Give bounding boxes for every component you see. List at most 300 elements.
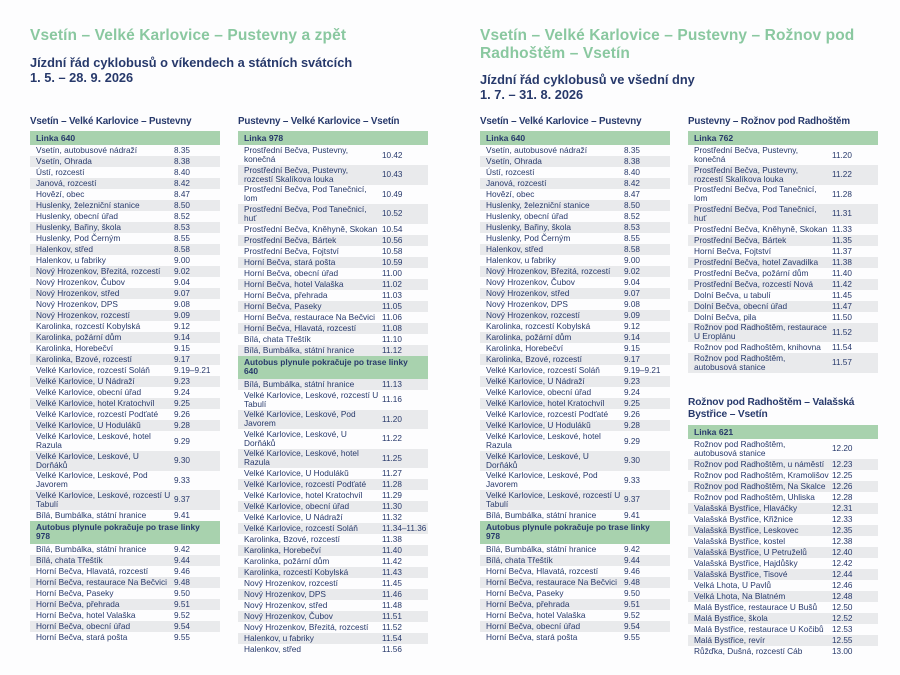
route-heading: Pustevny – Rožnov pod Radhoštěm bbox=[688, 116, 850, 127]
stop-name: Nový Hrozenkov, Březitá, rozcestí bbox=[244, 622, 369, 633]
departure-time: 11.42 bbox=[832, 279, 852, 289]
stop-name: Horní Bečva, přehrada bbox=[486, 598, 570, 609]
route-continuation-note: Autobus plynule pokračuje po trase linky 978 bbox=[480, 521, 670, 544]
stop-name: Nový Hrozenkov, rozcestí bbox=[36, 310, 130, 321]
table-row bbox=[238, 268, 428, 279]
departure-time: 10.49 bbox=[382, 189, 403, 199]
stop-name: Huslenky, Bařiny, škola bbox=[486, 222, 571, 233]
table-row bbox=[238, 204, 428, 224]
table-row bbox=[688, 536, 878, 547]
table-row bbox=[688, 459, 878, 470]
stop-name: Hovězí, obec bbox=[486, 189, 535, 200]
table-row bbox=[480, 332, 670, 343]
table-row bbox=[30, 200, 220, 211]
table-row bbox=[238, 323, 428, 334]
departure-time: 8.40 bbox=[624, 168, 640, 178]
stop-name: Malá Bystřice, revír bbox=[694, 634, 765, 645]
departure-time: 9.24 bbox=[624, 388, 640, 398]
stop-name: Velké Karlovice, Leskové, U Dorňáků bbox=[486, 450, 589, 470]
departure-time: 11.05 bbox=[382, 301, 402, 311]
stop-name: Horní Bečva, hotel Valaška bbox=[486, 609, 586, 620]
stop-name: Nový Hrozenkov, rozcestí bbox=[244, 578, 338, 589]
stop-name: Horní Bečva, restaurace Na Bečvici bbox=[244, 311, 375, 322]
departure-time: 11.10 bbox=[382, 334, 402, 344]
table-row bbox=[30, 299, 220, 310]
departure-time: 11.28 bbox=[382, 480, 402, 490]
stop-name: Velké Karlovice, rozcestí Soláň bbox=[244, 523, 358, 534]
table-row bbox=[30, 588, 220, 599]
table-row bbox=[30, 420, 220, 431]
table-row bbox=[30, 332, 220, 343]
table-row bbox=[238, 512, 428, 523]
departure-time: 11.29 bbox=[382, 491, 402, 501]
departure-time: 9.15 bbox=[624, 344, 640, 354]
table-row bbox=[480, 156, 670, 167]
stop-name: Prostřední Bečva, Pod Tanečnicí, lom bbox=[244, 184, 367, 204]
stop-name: Karolinka, rozcestí Kobylská bbox=[486, 321, 591, 332]
departure-time: 9.44 bbox=[624, 555, 640, 565]
departure-time: 11.35 bbox=[832, 235, 852, 245]
table-row bbox=[688, 558, 878, 569]
table-row bbox=[688, 279, 878, 290]
table-row bbox=[688, 301, 878, 312]
table-row bbox=[30, 189, 220, 200]
stop-name: Karolinka, rozcestí Kobylská bbox=[36, 321, 141, 332]
table-row bbox=[688, 481, 878, 492]
departure-time: 11.45 bbox=[832, 290, 852, 300]
table-row bbox=[480, 471, 670, 491]
table-row bbox=[30, 156, 220, 167]
table-row bbox=[688, 580, 878, 591]
table-row bbox=[238, 410, 428, 430]
stop-name: Hovězí, obec bbox=[36, 189, 85, 200]
table-row bbox=[30, 288, 220, 299]
departure-time: 11.16 bbox=[382, 395, 402, 405]
stop-name: Horní Bečva, hotel Valaška bbox=[36, 609, 136, 620]
departure-time: 11.40 bbox=[832, 268, 852, 278]
stop-name: Huslenky, železniční stanice bbox=[36, 200, 140, 211]
departure-time: 9.08 bbox=[624, 300, 640, 310]
table-row bbox=[30, 490, 220, 510]
stop-name: Vsetín, autobusové nádraží bbox=[36, 145, 138, 156]
stop-name: Velké Karlovice, Leskové, hotel Razula bbox=[244, 448, 359, 468]
stop-name: Valašská Bystřice, kostel bbox=[694, 535, 786, 546]
stop-name: Prostřední Bečva, Pod Tanečnicí, lom bbox=[694, 184, 817, 204]
stop-name: Karolinka, Bzové, rozcestí bbox=[36, 354, 132, 365]
departure-time: 9.29 bbox=[174, 436, 190, 446]
outbound-column bbox=[30, 116, 220, 655]
table-row bbox=[480, 387, 670, 398]
departure-time: 9.48 bbox=[174, 577, 190, 587]
stop-name: Velké Karlovice, Leskové, Pod Javorem bbox=[486, 470, 598, 490]
table-row bbox=[688, 342, 878, 353]
departure-time: 9.04 bbox=[624, 278, 640, 288]
departure-time: 9.14 bbox=[624, 333, 640, 343]
departure-time: 13.00 bbox=[832, 646, 853, 656]
stop-name: Nový Hrozenkov, rozcestí bbox=[486, 310, 580, 321]
stop-name: Prostřední Bečva, Bártek bbox=[694, 234, 787, 245]
departure-time: 10.59 bbox=[382, 257, 403, 267]
timetable-table bbox=[480, 116, 670, 643]
stop-name: Valašská Bystřice, Leskovec bbox=[694, 524, 799, 535]
departure-time: 9.15 bbox=[174, 344, 190, 354]
table-row bbox=[238, 334, 428, 345]
weekend-columns bbox=[30, 116, 428, 655]
table-row bbox=[238, 545, 428, 556]
stop-name: Rožnov pod Radhoštěm, u náměstí bbox=[694, 458, 825, 469]
departure-time: 10.58 bbox=[382, 246, 403, 256]
stop-name: Dolní Bečva, pila bbox=[694, 311, 757, 322]
stop-name: Karolinka, Bzové, rozcestí bbox=[244, 534, 340, 545]
departure-time: 11.38 bbox=[382, 535, 402, 545]
departure-time: 9.23 bbox=[174, 377, 190, 387]
departure-time: 8.55 bbox=[624, 234, 640, 244]
departure-time: 9.02 bbox=[174, 267, 190, 277]
departure-time: 10.43 bbox=[382, 170, 403, 180]
departure-time: 11.25 bbox=[382, 453, 402, 463]
stop-name: Nový Hrozenkov, střed bbox=[36, 288, 120, 299]
table-row bbox=[688, 224, 878, 235]
table-row bbox=[688, 635, 878, 646]
table-row bbox=[238, 600, 428, 611]
table-row bbox=[480, 343, 670, 354]
table-row bbox=[30, 544, 220, 555]
stop-name: Velké Karlovice, Leskové, U Dorňáků bbox=[244, 428, 347, 448]
table-row bbox=[30, 610, 220, 621]
table-row bbox=[688, 353, 878, 373]
weekday-timetable-panel bbox=[480, 27, 878, 657]
table-row bbox=[480, 577, 670, 588]
table-row bbox=[30, 451, 220, 471]
table-row bbox=[480, 365, 670, 376]
departure-time: 9.23 bbox=[624, 377, 640, 387]
departure-time: 9.54 bbox=[174, 621, 190, 631]
table-row bbox=[30, 233, 220, 244]
table-row bbox=[238, 185, 428, 205]
departure-time: 11.22 bbox=[382, 434, 402, 444]
stop-name: Bílá, Bumbálka, státní hranice bbox=[244, 378, 355, 389]
stop-name: Horní Bečva, Hlavatá, rozcestí bbox=[244, 322, 357, 333]
departure-time: 11.57 bbox=[832, 358, 852, 368]
departure-time: 9.07 bbox=[624, 289, 640, 299]
table-row bbox=[688, 185, 878, 205]
table-row bbox=[30, 621, 220, 632]
table-row bbox=[30, 321, 220, 332]
departure-time: 9.09 bbox=[174, 311, 190, 321]
stop-name: Horní Bečva, Hlavatá, rozcestí bbox=[486, 565, 599, 576]
departure-time: 12.44 bbox=[832, 569, 853, 579]
timetable-table bbox=[688, 116, 878, 373]
table-row bbox=[480, 321, 670, 332]
departure-time: 9.19–9.21 bbox=[174, 366, 211, 376]
departure-time: 11.30 bbox=[382, 502, 402, 512]
table-row bbox=[688, 246, 878, 257]
return-column bbox=[688, 116, 878, 657]
stop-name: Velké Karlovice, U Nádraží bbox=[244, 512, 343, 523]
table-row bbox=[688, 492, 878, 503]
table-row bbox=[480, 310, 670, 321]
table-row bbox=[30, 178, 220, 189]
departure-time: 9.09 bbox=[624, 311, 640, 321]
stop-name: Prostřední Bečva, Pustevny, rozcestí Skalíkova louka bbox=[694, 164, 799, 184]
departure-time: 9.48 bbox=[624, 577, 640, 587]
timetable-subtitle-block bbox=[480, 72, 878, 103]
departure-time: 9.08 bbox=[174, 300, 190, 310]
table-row bbox=[480, 266, 670, 277]
departure-time: 12.46 bbox=[832, 580, 853, 590]
departure-time: 9.46 bbox=[174, 566, 190, 576]
stop-name: Nový Hrozenkov, DPS bbox=[36, 299, 118, 310]
departure-time: 11.40 bbox=[382, 546, 402, 556]
stop-name: Rožnov pod Radhoštěm, Uhliska bbox=[694, 491, 815, 502]
departure-time: 9.30 bbox=[624, 456, 640, 466]
table-row bbox=[480, 566, 670, 577]
line-badge: Linka 640 bbox=[30, 131, 220, 146]
stop-name: Velké Karlovice, Leskové, hotel Razula bbox=[486, 430, 601, 451]
table-row bbox=[238, 246, 428, 257]
departure-time: 12.23 bbox=[832, 459, 853, 469]
table-row bbox=[688, 503, 878, 514]
table-row bbox=[480, 610, 670, 621]
stop-name: Karolinka, rozcestí Kobylská bbox=[244, 567, 349, 578]
table-row bbox=[30, 255, 220, 266]
stop-name: Halenkov, u fabriky bbox=[244, 633, 314, 644]
departure-time: 12.38 bbox=[832, 536, 853, 546]
table-row bbox=[480, 451, 670, 471]
departure-time: 9.00 bbox=[624, 256, 640, 266]
stop-name: Rožnov pod Radhoštěm, restaurace U Eroplánu bbox=[694, 322, 827, 342]
table-row bbox=[688, 268, 878, 279]
stop-name: Vsetín, autobusové nádraží bbox=[486, 145, 588, 156]
departure-time: 9.44 bbox=[174, 555, 190, 565]
stop-name: Velké Karlovice, obecní úřad bbox=[244, 501, 350, 512]
table-row bbox=[688, 624, 878, 635]
stop-name: Valašská Bystřice, Tisové bbox=[694, 568, 788, 579]
table-row bbox=[30, 376, 220, 387]
table-row bbox=[688, 312, 878, 323]
departure-time: 12.52 bbox=[832, 613, 853, 623]
departure-time: 11.48 bbox=[382, 601, 402, 611]
departure-time: 9.28 bbox=[174, 421, 190, 431]
stop-name: Velké Karlovice, obecní úřad bbox=[36, 387, 142, 398]
table-row bbox=[238, 468, 428, 479]
departure-time: 9.46 bbox=[624, 566, 640, 576]
stop-name: Horní Bečva, Paseky bbox=[36, 587, 114, 598]
stop-name: Prostřední Bečva, Pod Tanečnicí, huť bbox=[694, 203, 817, 223]
table-row bbox=[688, 613, 878, 624]
departure-time: 8.42 bbox=[174, 179, 190, 189]
departure-time: 9.50 bbox=[174, 588, 190, 598]
stop-name: Velké Karlovice, hotel Kratochvíl bbox=[486, 398, 605, 409]
table-row bbox=[30, 599, 220, 610]
departure-time: 9.54 bbox=[624, 621, 640, 631]
table-row bbox=[238, 301, 428, 312]
table-row bbox=[238, 523, 428, 534]
departure-time: 9.12 bbox=[174, 322, 190, 332]
departure-time: 8.42 bbox=[624, 179, 640, 189]
departure-time: 9.33 bbox=[174, 475, 190, 485]
departure-time: 11.37 bbox=[832, 246, 852, 256]
table-row bbox=[480, 277, 670, 288]
table-row bbox=[30, 632, 220, 643]
departure-time: 9.41 bbox=[624, 510, 640, 520]
stop-name: Horní Bečva, obecní úřad bbox=[244, 267, 339, 278]
stop-name: Prostřední Bečva, Kněhyně, Skokan bbox=[244, 223, 378, 234]
table-row bbox=[30, 577, 220, 588]
departure-time: 8.50 bbox=[624, 201, 640, 211]
table-row bbox=[238, 449, 428, 469]
departure-time: 11.52 bbox=[382, 623, 402, 633]
table-row bbox=[480, 420, 670, 431]
departure-time: 9.24 bbox=[174, 388, 190, 398]
table-row bbox=[480, 555, 670, 566]
departure-time: 11.42 bbox=[382, 557, 402, 567]
stop-name: Velké Karlovice, rozcestí Podťaté bbox=[486, 409, 609, 420]
line-badge: Linka 621 bbox=[688, 425, 878, 440]
timetable-subtitle: Jízdní řád cyklobusů ve všední dny bbox=[480, 72, 695, 87]
departure-time: 8.53 bbox=[624, 223, 640, 233]
departure-time: 9.07 bbox=[174, 289, 190, 299]
stop-name: Horní Bečva, stará pošta bbox=[486, 631, 578, 642]
stop-name: Dolní Bečva, u tabulí bbox=[694, 289, 771, 300]
stop-name: Velké Karlovice, rozcestí Podťaté bbox=[244, 479, 367, 490]
table-row bbox=[238, 290, 428, 301]
route-continuation-note: Autobus plynule pokračuje po trase linky 978 bbox=[30, 521, 220, 544]
stop-name: Prostřední Bečva, Fojtství bbox=[244, 245, 339, 256]
stop-name: Růžďka, Dušná, rozcestí Cáb bbox=[694, 645, 803, 656]
stop-name: Bílá, Bumbálka, státní hranice bbox=[486, 509, 597, 520]
stop-name: Velké Karlovice, Leskové, rozcestí U Tabulí bbox=[36, 489, 171, 509]
departure-time: 9.02 bbox=[624, 267, 640, 277]
departure-time: 12.31 bbox=[832, 503, 853, 513]
table-row bbox=[30, 244, 220, 255]
table-row bbox=[238, 644, 428, 655]
stop-name: Horní Bečva, obecní úřad bbox=[36, 620, 131, 631]
stop-name: Nový Hrozenkov, Březitá, rozcestí bbox=[36, 266, 161, 277]
stop-name: Janová, rozcestí bbox=[36, 178, 97, 189]
stop-name: Ústí, rozcestí bbox=[36, 167, 85, 178]
departure-time: 12.33 bbox=[832, 514, 853, 524]
table-row bbox=[30, 145, 220, 156]
stop-name: Bílá, chata Třeštík bbox=[486, 554, 553, 565]
departure-time: 11.50 bbox=[832, 312, 852, 322]
stop-name: Huslenky, Pod Černým bbox=[486, 233, 571, 244]
table-row bbox=[30, 222, 220, 233]
departure-time: 9.55 bbox=[174, 632, 190, 642]
departure-time: 8.38 bbox=[174, 157, 190, 167]
stop-name: Karolinka, požární dům bbox=[486, 332, 572, 343]
stop-name: Karolinka, Horebečví bbox=[244, 545, 322, 556]
stop-name: Velké Karlovice, Leskové, Pod Javorem bbox=[36, 470, 148, 490]
stop-name: Velké Karlovice, hotel Kratochvíl bbox=[244, 490, 363, 501]
table-row bbox=[480, 299, 670, 310]
departure-time: 9.37 bbox=[624, 495, 640, 505]
stop-name: Bílá, chata Třeštík bbox=[36, 554, 103, 565]
stop-name: Prostřední Bečva, požární dům bbox=[694, 267, 809, 278]
stop-name: Nový Hrozenkov, Březitá, rozcestí bbox=[486, 266, 611, 277]
departure-time: 12.53 bbox=[832, 624, 853, 634]
table-row bbox=[480, 233, 670, 244]
stop-name: Huslenky, železniční stanice bbox=[486, 200, 590, 211]
line-badge: Linka 762 bbox=[688, 131, 878, 146]
departure-time: 11.22 bbox=[832, 170, 852, 180]
departure-time: 12.48 bbox=[832, 591, 853, 601]
table-row bbox=[238, 312, 428, 323]
table-row bbox=[688, 514, 878, 525]
stop-name: Halenkov, střed bbox=[36, 244, 94, 255]
stop-name: Bílá, chata Třeštík bbox=[244, 333, 311, 344]
departure-time: 8.53 bbox=[174, 223, 190, 233]
stop-name: Bílá, Bumbálka, státní hranice bbox=[244, 344, 355, 355]
stop-name: Velké Karlovice, hotel Kratochvíl bbox=[36, 398, 155, 409]
table-row bbox=[480, 244, 670, 255]
departure-time: 12.55 bbox=[832, 635, 853, 645]
table-row bbox=[238, 556, 428, 567]
table-row bbox=[480, 632, 670, 643]
table-row bbox=[688, 470, 878, 481]
table-row bbox=[688, 235, 878, 246]
stop-name: Horní Bečva, přehrada bbox=[36, 598, 120, 609]
stop-name: Nový Hrozenkov, DPS bbox=[486, 299, 568, 310]
departure-time: 11.38 bbox=[832, 257, 852, 267]
departure-time: 9.25 bbox=[624, 399, 640, 409]
departure-time: 11.56 bbox=[382, 645, 402, 655]
outbound-column bbox=[480, 116, 670, 657]
departure-time: 11.43 bbox=[382, 568, 402, 578]
stop-name: Horní Bečva, Fojtství bbox=[694, 245, 772, 256]
table-row bbox=[688, 439, 878, 459]
table-row bbox=[30, 409, 220, 420]
stop-name: Malá Bystřice, škola bbox=[694, 612, 768, 623]
stop-name: Karolinka, Bzové, rozcestí bbox=[486, 354, 582, 365]
departure-time: 9.52 bbox=[174, 610, 190, 620]
stop-name: Velké Karlovice, obecní úřad bbox=[486, 387, 592, 398]
stop-name: Valašská Bystřice, U Petruželů bbox=[694, 546, 807, 557]
table-row bbox=[480, 588, 670, 599]
timetable-date-range: 1. 7. – 31. 8. 2026 bbox=[480, 87, 584, 103]
table-row bbox=[688, 204, 878, 224]
page-title: Vsetín – Velké Karlovice – Pustevny a zpět bbox=[30, 27, 347, 44]
departure-time: 11.02 bbox=[382, 279, 402, 289]
stop-name: Bílá, Bumbálka, státní hranice bbox=[36, 509, 147, 520]
table-row bbox=[30, 266, 220, 277]
stop-name: Halenkov, u fabriky bbox=[36, 255, 106, 266]
table-row bbox=[30, 365, 220, 376]
table-row bbox=[480, 490, 670, 510]
stop-name: Horní Bečva, Paseky bbox=[244, 300, 322, 311]
table-row bbox=[480, 431, 670, 451]
departure-time: 9.00 bbox=[174, 256, 190, 266]
departure-time: 11.28 bbox=[832, 189, 852, 199]
departure-time: 11.52 bbox=[832, 327, 852, 337]
table-row bbox=[480, 544, 670, 555]
departure-time: 9.25 bbox=[174, 399, 190, 409]
table-row bbox=[480, 255, 670, 266]
timetable-table bbox=[30, 116, 220, 643]
stop-name: Velké Karlovice, rozcestí Soláň bbox=[486, 365, 600, 376]
stop-name: Velké Karlovice, Leskové, U Dorňáků bbox=[36, 450, 139, 470]
departure-time: 9.19–9.21 bbox=[624, 366, 661, 376]
stop-name: Velké Karlovice, Leskové, rozcestí U Tabulí bbox=[486, 489, 621, 509]
timetable-subtitle-block bbox=[30, 55, 428, 86]
table-row bbox=[480, 510, 670, 521]
departure-time: 10.42 bbox=[382, 150, 403, 160]
timetable-subtitle: Jízdní řád cyklobusů o víkendech a státních svátcích bbox=[30, 54, 353, 70]
stop-name: Janová, rozcestí bbox=[486, 178, 547, 189]
table-row bbox=[480, 145, 670, 156]
stop-name: Prostřední Bečva, Bártek bbox=[244, 234, 337, 245]
table-row bbox=[688, 602, 878, 613]
